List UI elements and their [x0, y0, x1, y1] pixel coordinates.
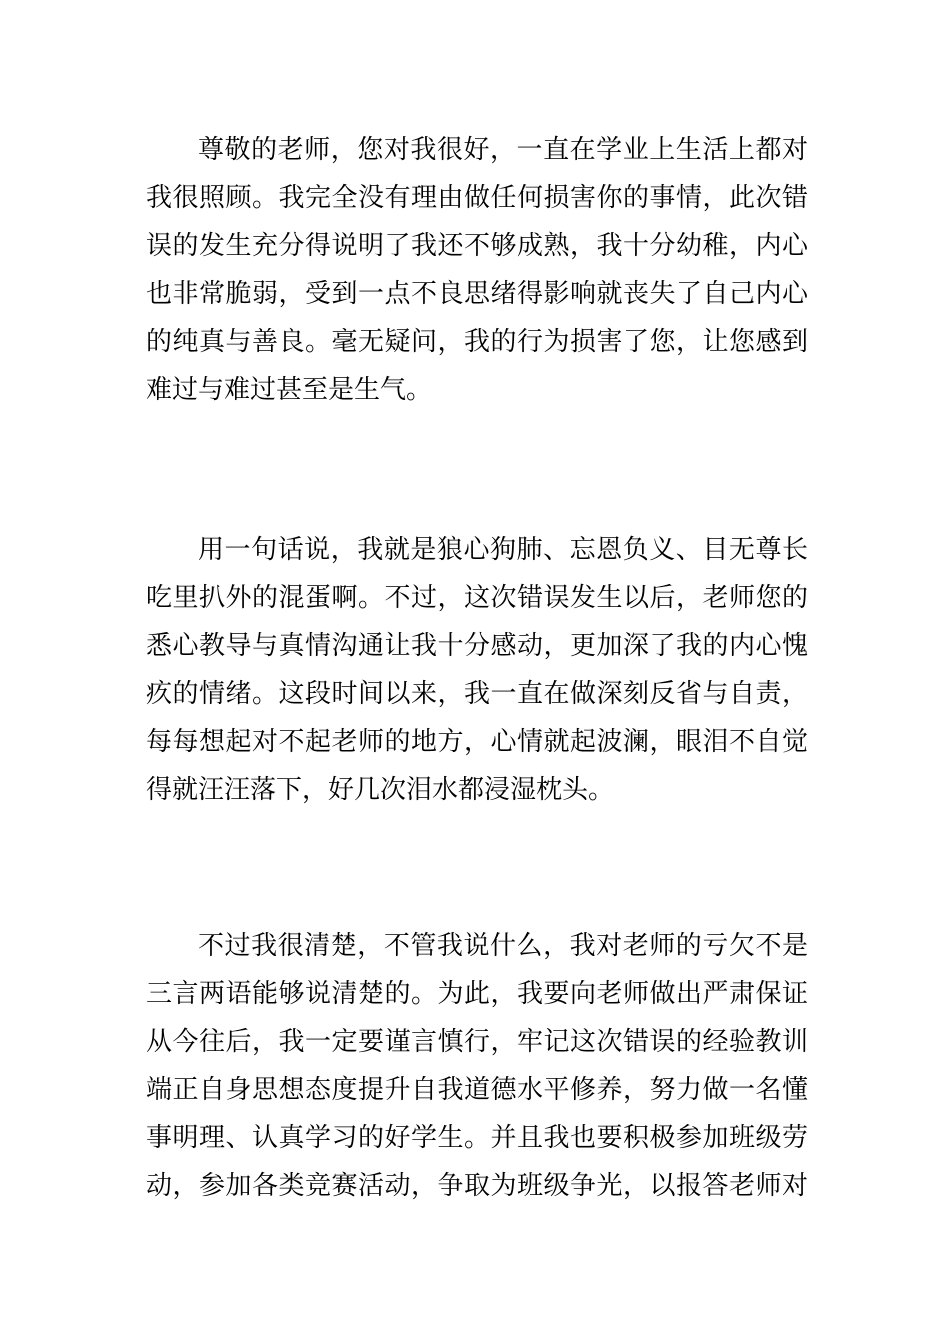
paragraph-1: [146, 126, 808, 414]
paragraph-3: [146, 922, 808, 1210]
text-line: 从今往后，我一定要谨言慎行，牢记这次错误的经验教训: [146, 1027, 808, 1057]
text-line: 每每想起对不起老师的地方，心情就起波澜，眼泪不自觉: [146, 727, 808, 757]
text-line: 事明理、认真学习的好学生。并且我也要积极参加班级劳: [146, 1123, 808, 1153]
paragraph-2: [146, 526, 808, 814]
text-line: 也非常脆弱，受到一点不良思绪得影响就丧失了自己内心: [146, 279, 808, 309]
text-line: 得就汪汪落下，好几次泪水都浸湿枕头。: [146, 775, 615, 805]
text-line: 端正自身思想态度提升自我道德水平修养，努力做一名懂: [146, 1075, 808, 1105]
text-line: 尊敬的老师，您对我很好，一直在学业上生活上都对: [198, 135, 808, 165]
text-line: 的纯真与善良。毫无疑问，我的行为损害了您，让您感到: [146, 327, 808, 357]
text-line: 悉心教导与真情沟通让我十分感动，更加深了我的内心愧: [146, 631, 808, 661]
text-line: 用一句话说，我就是狼心狗肺、忘恩负义、目无尊长: [198, 535, 808, 565]
text-line: 误的发生充分得说明了我还不够成熟，我十分幼稚，内心: [146, 231, 808, 261]
text-line: 我很照顾。我完全没有理由做任何损害你的事情，此次错: [146, 183, 808, 213]
text-line: 三言两语能够说清楚的。为此，我要向老师做出严肃保证: [146, 979, 808, 1009]
text-line: 难过与难过甚至是生气。: [146, 375, 433, 405]
text-line: 动，参加各类竞赛活动，争取为班级争光，以报答老师对: [146, 1171, 808, 1201]
text-line: 疚的情绪。这段时间以来，我一直在做深刻反省与自责，: [146, 679, 808, 709]
text-line: 不过我很清楚，不管我说什么，我对老师的亏欠不是: [198, 931, 808, 961]
text-line: 吃里扒外的混蛋啊。不过，这次错误发生以后，老师您的: [146, 583, 808, 613]
